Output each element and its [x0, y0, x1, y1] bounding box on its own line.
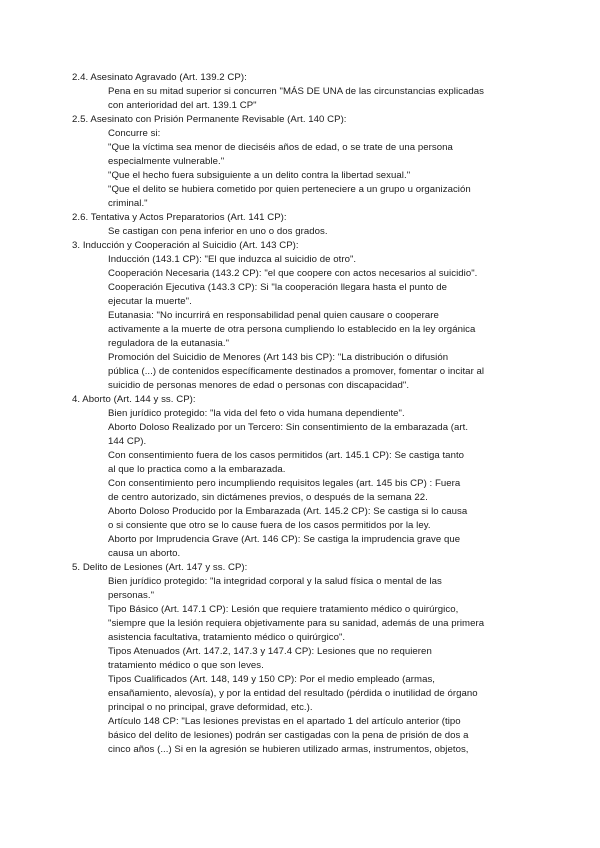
text-line: principal o no principal, grave deformidad, etc.).	[108, 702, 313, 713]
section-heading-5: 5. Delito de Lesiones (Art. 147 y ss. CP):	[72, 562, 248, 573]
text-line: Se castigan con pena inferior en uno o dos grados.	[108, 226, 328, 237]
text-line: Tipos Atenuados (Art. 147.2, 147.3 y 147.4 CP): Lesiones que no requieren	[108, 646, 432, 657]
text-line: "Que el hecho fuera subsiguiente a un delito contra la libertad sexual."	[108, 170, 411, 181]
text-line: Aborto Doloso Realizado por un Tercero: Sin consentimiento de la embarazada (art.	[108, 422, 469, 433]
text-line: suicidio de personas menores de edad o personas con discapacidad".	[108, 380, 410, 391]
text-line: Concurre si:	[108, 128, 161, 139]
text-line: Con consentimiento pero incumpliendo requisitos legales (art. 145 bis CP) : Fuera	[108, 478, 461, 489]
text-line: especialmente vulnerable."	[108, 156, 225, 167]
text-line: criminal."	[108, 198, 148, 209]
text-line: Aborto por Imprudencia Grave (Art. 146 CP): Se castiga la imprudencia grave que	[108, 534, 461, 545]
text-line: pública (...) de contenidos específicamente destinados a promover, fomentar o incitar al	[108, 366, 485, 377]
text-line: o si consiente que otro se lo cause fuera de los casos permitidos por la ley.	[108, 520, 431, 531]
text-line: Bien jurídico protegido: "la integridad corporal y la salud física o mental de las	[108, 576, 442, 587]
text-line: al que lo practica como a la embarazada.	[108, 464, 286, 475]
text-line: de centro autorizado, sin dictámenes previos, o después de la semana 22.	[108, 492, 428, 503]
section-heading-4: 4. Aborto (Art. 144 y ss. CP):	[72, 394, 196, 405]
text-line: 144 CP).	[108, 436, 147, 447]
text-line: Con consentimiento fuera de los casos permitidos (art. 145.1 CP): Se castiga tanto	[108, 450, 465, 461]
text-line: Cooperación Ejecutiva (143.3 CP): Si "la cooperación llegara hasta el punto de	[108, 282, 448, 293]
text-line: Aborto Doloso Producido por la Embarazada (Art. 145.2 CP): Se castiga si lo causa	[108, 506, 468, 517]
text-line: Tipos Cualificados (Art. 148, 149 y 150 CP): Por el medio empleado (armas,	[108, 674, 436, 685]
text-line: Artículo 148 CP: "Las lesiones previstas en el apartado 1 del artículo anterior (tipo	[108, 716, 461, 727]
text-line: "Que el delito se hubiera cometido por quien perteneciere a un grupo u organización	[108, 184, 471, 195]
text-line: con anterioridad del art. 139.1 CP"	[108, 100, 257, 111]
text-line: Promoción del Suicidio de Menores (Art 143 bis CP): "La distribución o difusión	[108, 352, 449, 363]
section-heading-2-4: 2.4. Asesinato Agravado (Art. 139.2 CP):	[72, 72, 247, 83]
text-line: tratamiento médico o que son leves.	[108, 660, 264, 671]
text-line: Cooperación Necesaria (143.2 CP): "el que coopere con actos necesarios al suicidio".	[108, 268, 478, 279]
text-line: asistencia facultativa, tratamiento médico o quirúrgico".	[108, 632, 346, 643]
text-line: "siempre que la lesión requiera objetivamente para su sanidad, además de una primera	[108, 618, 485, 629]
text-line: causa un aborto.	[108, 548, 181, 559]
text-line: activamente a la muerte de otra persona cumpliendo lo establecido en la ley orgánica	[108, 324, 476, 335]
text-line: personas."	[108, 590, 155, 601]
text-line: ejecutar la muerte".	[108, 296, 192, 307]
text-line: Pena en su mitad superior si concurren "MÁS DE UNA de las circunstancias explicadas	[108, 86, 485, 97]
text-line: básico del delito de lesiones) podrán ser castigadas con la pena de prisión de dos a	[108, 730, 469, 741]
text-line: Inducción (143.1 CP): "El que induzca al suicidio de otro".	[108, 254, 357, 265]
text-line: ensañamiento, alevosía), y por la entidad del resultado (pérdida o inutilidad de órgano	[108, 688, 478, 699]
section-heading-2-5: 2.5. Asesinato con Prisión Permanente Revisable (Art. 140 CP):	[72, 114, 347, 125]
text-line: "Que la víctima sea menor de dieciséis años de edad, o se trate de una persona	[108, 142, 453, 153]
text-line: cinco años (...) Si en la agresión se hubieren utilizado armas, instrumentos, objetos,	[108, 744, 469, 755]
section-heading-3: 3. Inducción y Cooperación al Suicidio (Art. 143 CP):	[72, 240, 299, 251]
text-line: reguladora de la eutanasia."	[108, 338, 230, 349]
text-line: Eutanasia: "No incurrirá en responsabilidad penal quien causare o cooperare	[108, 310, 439, 321]
text-line: Tipo Básico (Art. 147.1 CP): Lesión que requiere tratamiento médico o quirúrgico,	[108, 604, 459, 615]
section-heading-2-6: 2.6. Tentativa y Actos Preparatorios (Art. 141 CP):	[72, 212, 287, 223]
text-line: Bien jurídico protegido: "la vida del feto o vida humana dependiente".	[108, 408, 405, 419]
